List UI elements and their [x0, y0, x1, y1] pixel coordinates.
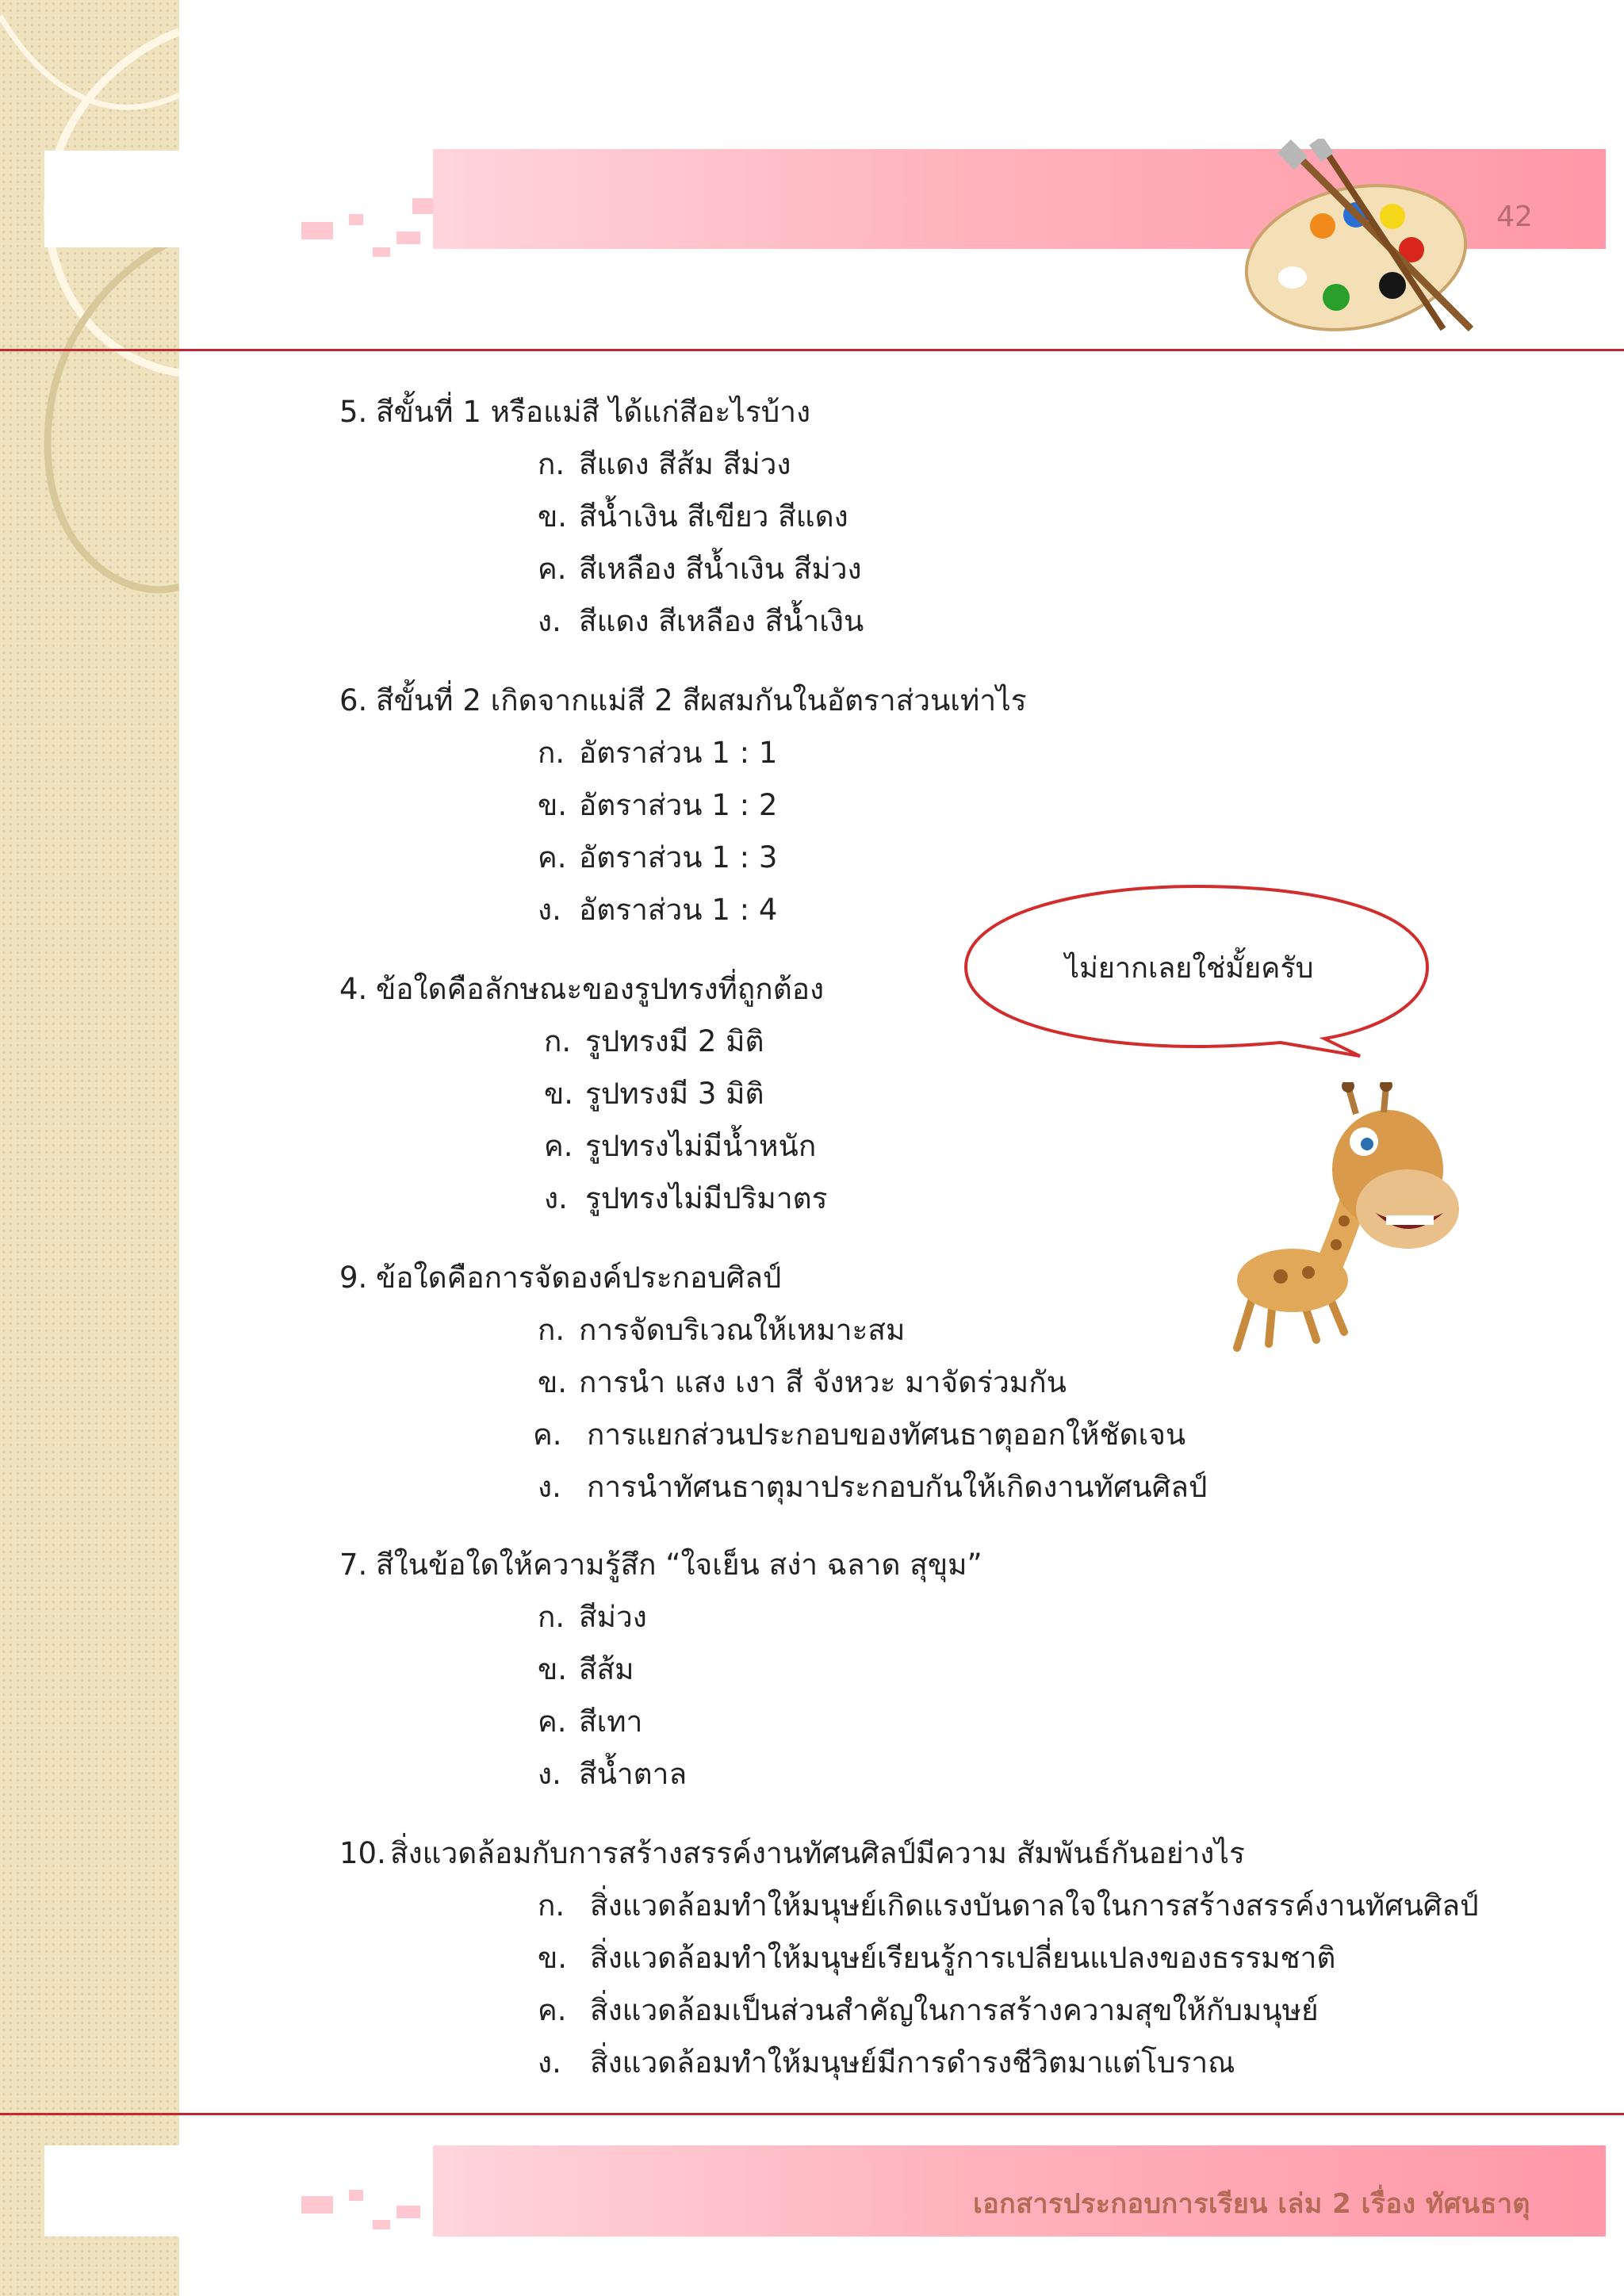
question-4	[339, 966, 824, 1012]
side-swirl-ornament	[0, 0, 179, 714]
header-white-panel	[44, 151, 433, 247]
option-text: สีแดง สีส้ม สีม่วง	[579, 447, 791, 481]
question-number: 6.	[339, 683, 368, 718]
question-6	[339, 677, 1027, 724]
option	[538, 1934, 1335, 1981]
option	[538, 1359, 1067, 1406]
footer-pixel-decor	[301, 2196, 333, 2214]
option-label: ข.	[538, 1365, 568, 1399]
question-text: สิ่งแวดล้อมกับการสร้างสรรค์งานทัศนศิลป์มีความ สัมพันธ์กันอย่างไร	[390, 1836, 1245, 1870]
option-text: สีแดง สีเหลือง สีน้ำเงิน	[579, 604, 864, 638]
option-label: ข.	[538, 1652, 568, 1686]
footer-pixel-decor	[349, 2190, 363, 2201]
option-label: ก.	[538, 1888, 565, 1923]
option-label: ก.	[538, 736, 565, 770]
option-label: ก.	[538, 447, 565, 481]
option-text: สิ่งแวดล้อมทำให้มนุษย์มีการดำรงชีวิตมาแต่โบราณ	[590, 2045, 1235, 2080]
option-text: อัตราส่วน 1 : 1	[579, 736, 778, 770]
option-text: สีน้ำเงิน สีเขียว สีแดง	[579, 499, 848, 534]
option	[538, 834, 777, 881]
option	[538, 545, 862, 592]
option	[533, 1411, 1185, 1458]
header-pixel-decor	[349, 214, 363, 225]
question-5	[339, 388, 810, 435]
option-label: ก.	[538, 1313, 565, 1347]
option-text: การนำ แสง เงา สี จังหวะ มาจัดร่วมกัน	[579, 1365, 1067, 1399]
option	[538, 1751, 687, 1797]
question-number: 4.	[339, 972, 368, 1006]
question-number: 9.	[339, 1261, 368, 1295]
question-text: สีขั้นที่ 1 หรือแม่สี ได้แก่สีอะไรบ้าง	[376, 395, 811, 429]
option-text: รูปทรงมี 2 มิติ	[585, 1024, 764, 1058]
option-label: ง.	[538, 1470, 561, 1504]
option-label: ค.	[538, 840, 567, 874]
option-text: การนำทัศนธาตุมาประกอบกันให้เกิดงานทัศนศิลป์	[587, 1470, 1208, 1504]
option	[544, 1123, 816, 1169]
option-label: ง.	[544, 1181, 568, 1215]
option-text: สีน้ำตาล	[579, 1757, 688, 1791]
option	[538, 1594, 647, 1640]
option	[538, 1698, 642, 1745]
option-text: อัตราส่วน 1 : 4	[579, 893, 778, 927]
option-text: อัตราส่วน 1 : 3	[579, 840, 778, 874]
option	[544, 1175, 828, 1222]
option	[538, 1987, 1319, 2034]
option-text: การจัดบริเวณให้เหมาะสม	[579, 1313, 906, 1347]
option	[538, 493, 848, 540]
option-text: รูปทรงมี 3 มิติ	[585, 1077, 764, 1111]
option-text: สิ่งแวดล้อมเป็นส่วนสำคัญในการสร้างความสุขให้กับมนุษย์	[590, 1993, 1319, 2027]
giraffe-illustration	[1205, 1082, 1467, 1352]
footer-title: เอกสารประกอบการเรียน เล่ม 2 เรื่อง ทัศนธาตุ	[973, 2188, 1530, 2220]
footer-pixel-decor	[373, 2220, 390, 2229]
footer-pixel-decor	[396, 2206, 420, 2218]
option	[538, 729, 777, 776]
option	[538, 1882, 1479, 1929]
option-text: สีเทา	[579, 1705, 643, 1739]
paint-palette-icon	[1237, 139, 1483, 341]
option-label: ข.	[538, 1941, 568, 1975]
speech-bubble-text: ไม่ยากเลยใช่มั้ยครับ	[1065, 952, 1314, 985]
option-text: รูปทรงไม่มีน้ำหนัก	[585, 1129, 817, 1163]
option	[538, 598, 864, 645]
option-text: รูปทรงไม่มีปริมาตร	[585, 1181, 828, 1215]
option-label: ก.	[538, 1600, 565, 1634]
option-label: ข.	[544, 1077, 574, 1111]
page-number: 42	[1496, 201, 1533, 233]
header-pixel-decor	[412, 198, 433, 214]
option-label: ค.	[538, 552, 567, 586]
option-text: สิ่งแวดล้อมทำให้มนุษย์เรียนรู้การเปลี่ยนแปลงของธรรมชาติ	[590, 1941, 1336, 1975]
option-text: สีส้ม	[579, 1652, 634, 1686]
option	[538, 1307, 905, 1353]
question-text: ข้อใดคือลักษณะของรูปทรงที่ถูกต้อง	[376, 972, 825, 1006]
option-label: ค.	[538, 1705, 567, 1739]
option-label: ง.	[538, 2045, 561, 2080]
question-9	[339, 1254, 781, 1301]
option	[538, 1464, 1207, 1510]
option	[544, 1018, 764, 1065]
question-10	[339, 1830, 1245, 1877]
header-rule	[0, 349, 1624, 351]
option-label: ข.	[538, 499, 568, 534]
question-number: 10.	[339, 1836, 386, 1870]
option	[538, 1646, 634, 1693]
header-pixel-decor	[301, 222, 333, 239]
question-text: สีในข้อใดให้ความรู้สึก “ใจเย็น สง่า ฉลาด สุขุม”	[376, 1548, 982, 1582]
option-text: สิ่งแวดล้อมทำให้มนุษย์เกิดแรงบันดาลใจในการสร้างสรรค์งานทัศนศิลป์	[590, 1888, 1479, 1923]
option-label: ค.	[544, 1129, 573, 1163]
question-number: 7.	[339, 1548, 368, 1582]
option	[538, 782, 777, 828]
option-label: ง.	[538, 604, 561, 638]
option-text: อัตราส่วน 1 : 2	[579, 788, 778, 822]
option-label: ก.	[544, 1024, 572, 1058]
option-text: การแยกส่วนประกอบของทัศนธาตุออกให้ชัดเจน	[587, 1418, 1186, 1452]
question-text: สีขั้นที่ 2 เกิดจากแม่สี 2 สีผสมกันในอัตราส่วนเท่าไร	[376, 683, 1027, 718]
header-pixel-decor	[396, 232, 420, 244]
option	[538, 2039, 1235, 2086]
footer-rule	[0, 2113, 1624, 2115]
question-7	[339, 1541, 982, 1588]
question-text: ข้อใดคือการจัดองค์ประกอบศิลป์	[376, 1261, 782, 1295]
option-text: สีม่วง	[579, 1600, 647, 1634]
question-number: 5.	[339, 395, 368, 429]
option	[538, 441, 791, 488]
option-label: ง.	[538, 1757, 561, 1791]
option-label: ค.	[538, 1993, 567, 2027]
option-text: สีเหลือง สีน้ำเงิน สีม่วง	[579, 552, 862, 586]
option	[544, 1070, 764, 1117]
option-label: ค.	[533, 1418, 562, 1452]
option-label: ข.	[538, 788, 568, 822]
option-label: ง.	[538, 893, 561, 927]
option	[538, 886, 777, 933]
header-pixel-decor	[373, 247, 390, 257]
